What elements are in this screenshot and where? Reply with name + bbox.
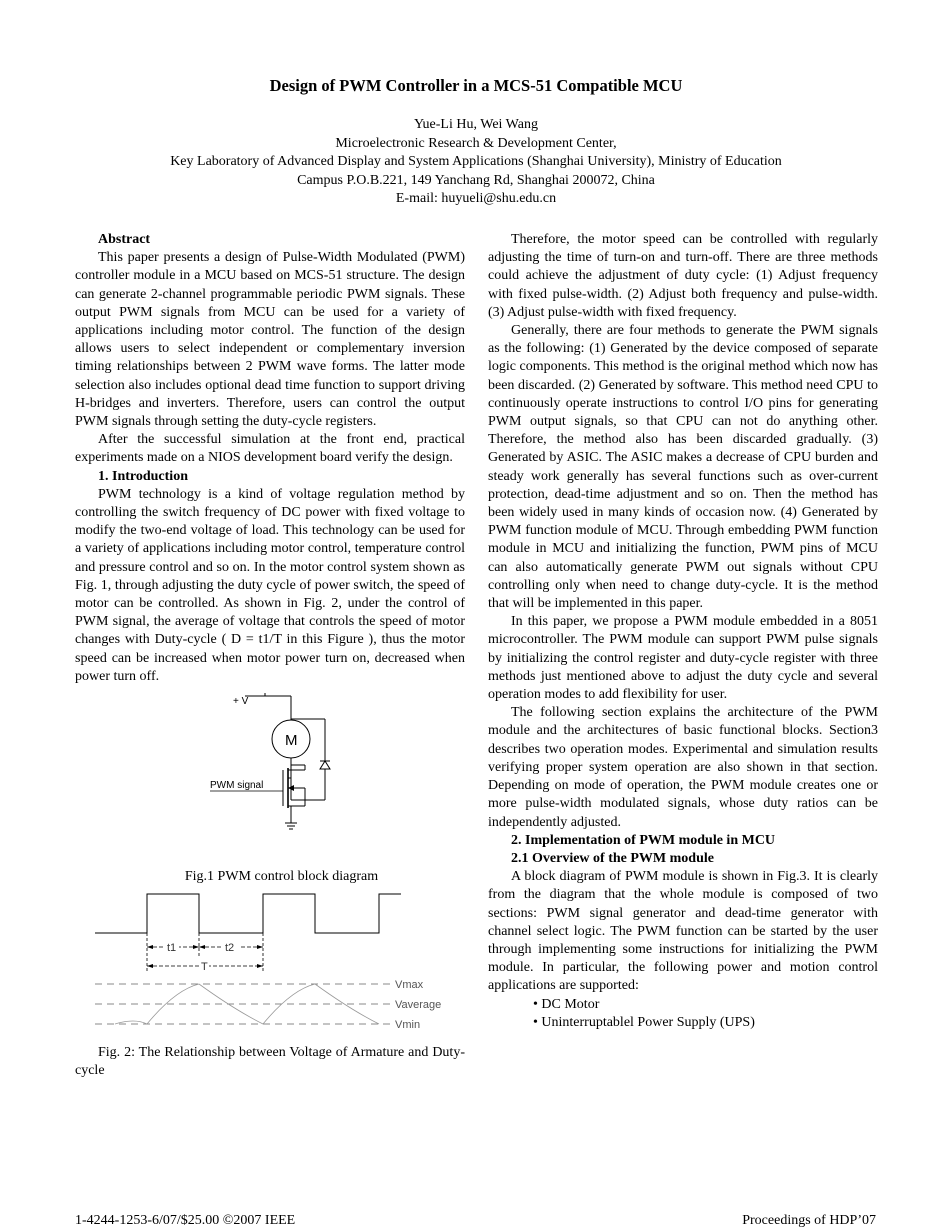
vmin-label: Vmin — [395, 1019, 421, 1032]
introduction-heading: 1. Introduction — [98, 468, 188, 484]
paper-title: Design of PWM Controller in a MCS-51 Compatible MCU — [269, 76, 683, 95]
author-names: Yue-Li Hu, Wei Wang — [414, 117, 538, 132]
right-paragraph-5: A block diagram of PWM module is shown in Fig.3. It is clearly from the diagram that the whole module is composed of two sections: PWM signal generator and dead-time generator with channel select logic. The PWM function can be started by the user through implementing some instructions for initializing the PWM module. In particular, the following power and motion control applications are supported: — [488, 869, 878, 994]
abstract-heading: Abstract — [98, 232, 151, 247]
vmax-label: Vmax — [395, 979, 424, 992]
T-label: T — [201, 961, 208, 974]
flyback-diode — [320, 761, 330, 769]
footer-copyright: 1-4244-1253-6/07/$25.00 ©2007 IEEE — [75, 1213, 296, 1228]
introduction-paragraph: PWM technology is a kind of voltage regulation method by controlling the switch frequency of DC power with fixed voltage to modify the two-end voltage of load. This technology can be used for a variety of applications including motor control, temperature control and pressure control and so on. In the motor control system shown as Fig. 1, through adjusting the duty cycle of power switch, the speed of motor can be controlled. As shown in Fig. 2, under the control of PWM signal, the average of voltage that controls the speed of motor changes with Duty-cycle ( D = t1/T in this Figure ), thus the motor speed can be increased when motor power turn on, decreased when power turn off. — [75, 486, 465, 684]
figure-2-caption: Fig. 2: The Relationship between Voltage of Armature and Duty-cycle — [75, 1045, 465, 1079]
pwm-signal-label: PWM signal — [210, 780, 264, 792]
t1-label: t1 — [167, 942, 177, 955]
bullet-ups: • Uninterruptablel Power Supply (UPS) — [533, 1014, 755, 1030]
right-paragraph-3: In this paper, we propose a PWM module embedded in a 8051 microcontroller. The PWM module can support PWM pulse signals by initializing the control register and duty-cycle register with three methods just mentioned above to adjust the duty cycle and several operation modes to add flexibility for user. — [488, 614, 878, 703]
figure-1-circuit — [75, 690, 465, 868]
address-line: Campus P.O.B.221, 149 Yanchang Rd, Shanghai 200072, China — [297, 172, 655, 188]
motor-circuit-diagram — [75, 690, 465, 868]
right-paragraph-2: Generally, there are four methods to generate the PWM signals as the following: (1) Generated by the device composed of separate logic components. This method is the original method which now has been discarded. (2) Generated by software. This method need CPU to continuously operate instructions to control I/O pins for generating PWM output signals, so that CPU can not do anything other. Therefore, the method also has been discarded gradually. (3) Generated by ASIC. The ASIC makes a decrease of CPU burden and steady work generally has several functions such as over-current protection, dead-time adjustment and so on. Then the method has been widely used in many kinds of occasion now. (4) Generated by PWM function module of MCU. Through embedding PWM function module in MCU and initializing the function, PWM pins of MCU can also automatically generate PWM out signals without CPU controlling only when need to change duty-cycle. It is the method that will be implemented in this paper. — [488, 323, 878, 612]
left-column — [75, 231, 465, 1081]
right-paragraph-1: Therefore, the motor speed can be controlled with regularly adjusting the time of turn-on and turn-off. There are three methods could achieve the adjustment of duty cycle: (1) Adjust frequency with fixed pulse-width. (2) Adjust both frequency and pulse-width. (3) Adjust pulse-width with fixed frequency. — [488, 232, 878, 320]
figure-1-caption: Fig.1 PWM control block diagram — [184, 869, 379, 885]
abstract-paragraph-1: This paper presents a design of Pulse-Width Modulated (PWM) controller module in a MCU based on MCS-51 structure. The design can generate 2-channel programmable periodic PWM signals. These output PWM signals from MCU can be used for a variety of applications including motor control. The function of the design allows users to select independent or complementary inversion timing relationships between 2 PWM wave forms. The latter mode selection also includes optional dead time function to support driving H-bridges and inverters. Therefore, users can control the output PWM signals through setting the duty-cycle registers. — [75, 250, 465, 430]
motor-label: M — [285, 732, 298, 750]
vplus-label: + V — [233, 696, 249, 708]
email-line: E-mail: huyueli@shu.edu.cn — [395, 191, 557, 206]
figure-2-waveform — [75, 890, 465, 1044]
section-2-1-heading: 2.1 Overview of the PWM module — [511, 850, 714, 866]
affiliation-line-1: Microelectronic Research & Development Center, — [335, 135, 617, 151]
t2-label: t2 — [225, 942, 235, 955]
footer-proceedings: Proceedings of HDP’07 — [742, 1213, 876, 1228]
right-paragraph-4: The following section explains the architecture of the PWM module and the architectures of basic functional blocks. Section3 describes two operation modes. Experimental and simulation results verifying proper system operation are also shown in that section. Depending on mode of operation, the PWM module creates one or more pulse-width modulated signals, whose duty ratios can be independently adjusted. — [488, 705, 878, 830]
right-column — [488, 231, 878, 1032]
vaverage-label: Vaverage — [395, 999, 442, 1012]
author-block — [0, 116, 952, 209]
duty-cycle-waveform — [75, 890, 465, 1044]
bullet-dc-motor: • DC Motor — [533, 996, 600, 1012]
section-2-heading: 2. Implementation of PWM module in MCU — [511, 832, 776, 848]
abstract-paragraph-2: After the successful simulation at the front end, practical experiments made on a NIOS development board verify the design. — [75, 432, 465, 466]
affiliation-line-2: Key Laboratory of Advanced Display and System Applications (Shanghai University), Ministry of Education — [170, 154, 782, 169]
pwm-pulse-train — [95, 894, 401, 933]
